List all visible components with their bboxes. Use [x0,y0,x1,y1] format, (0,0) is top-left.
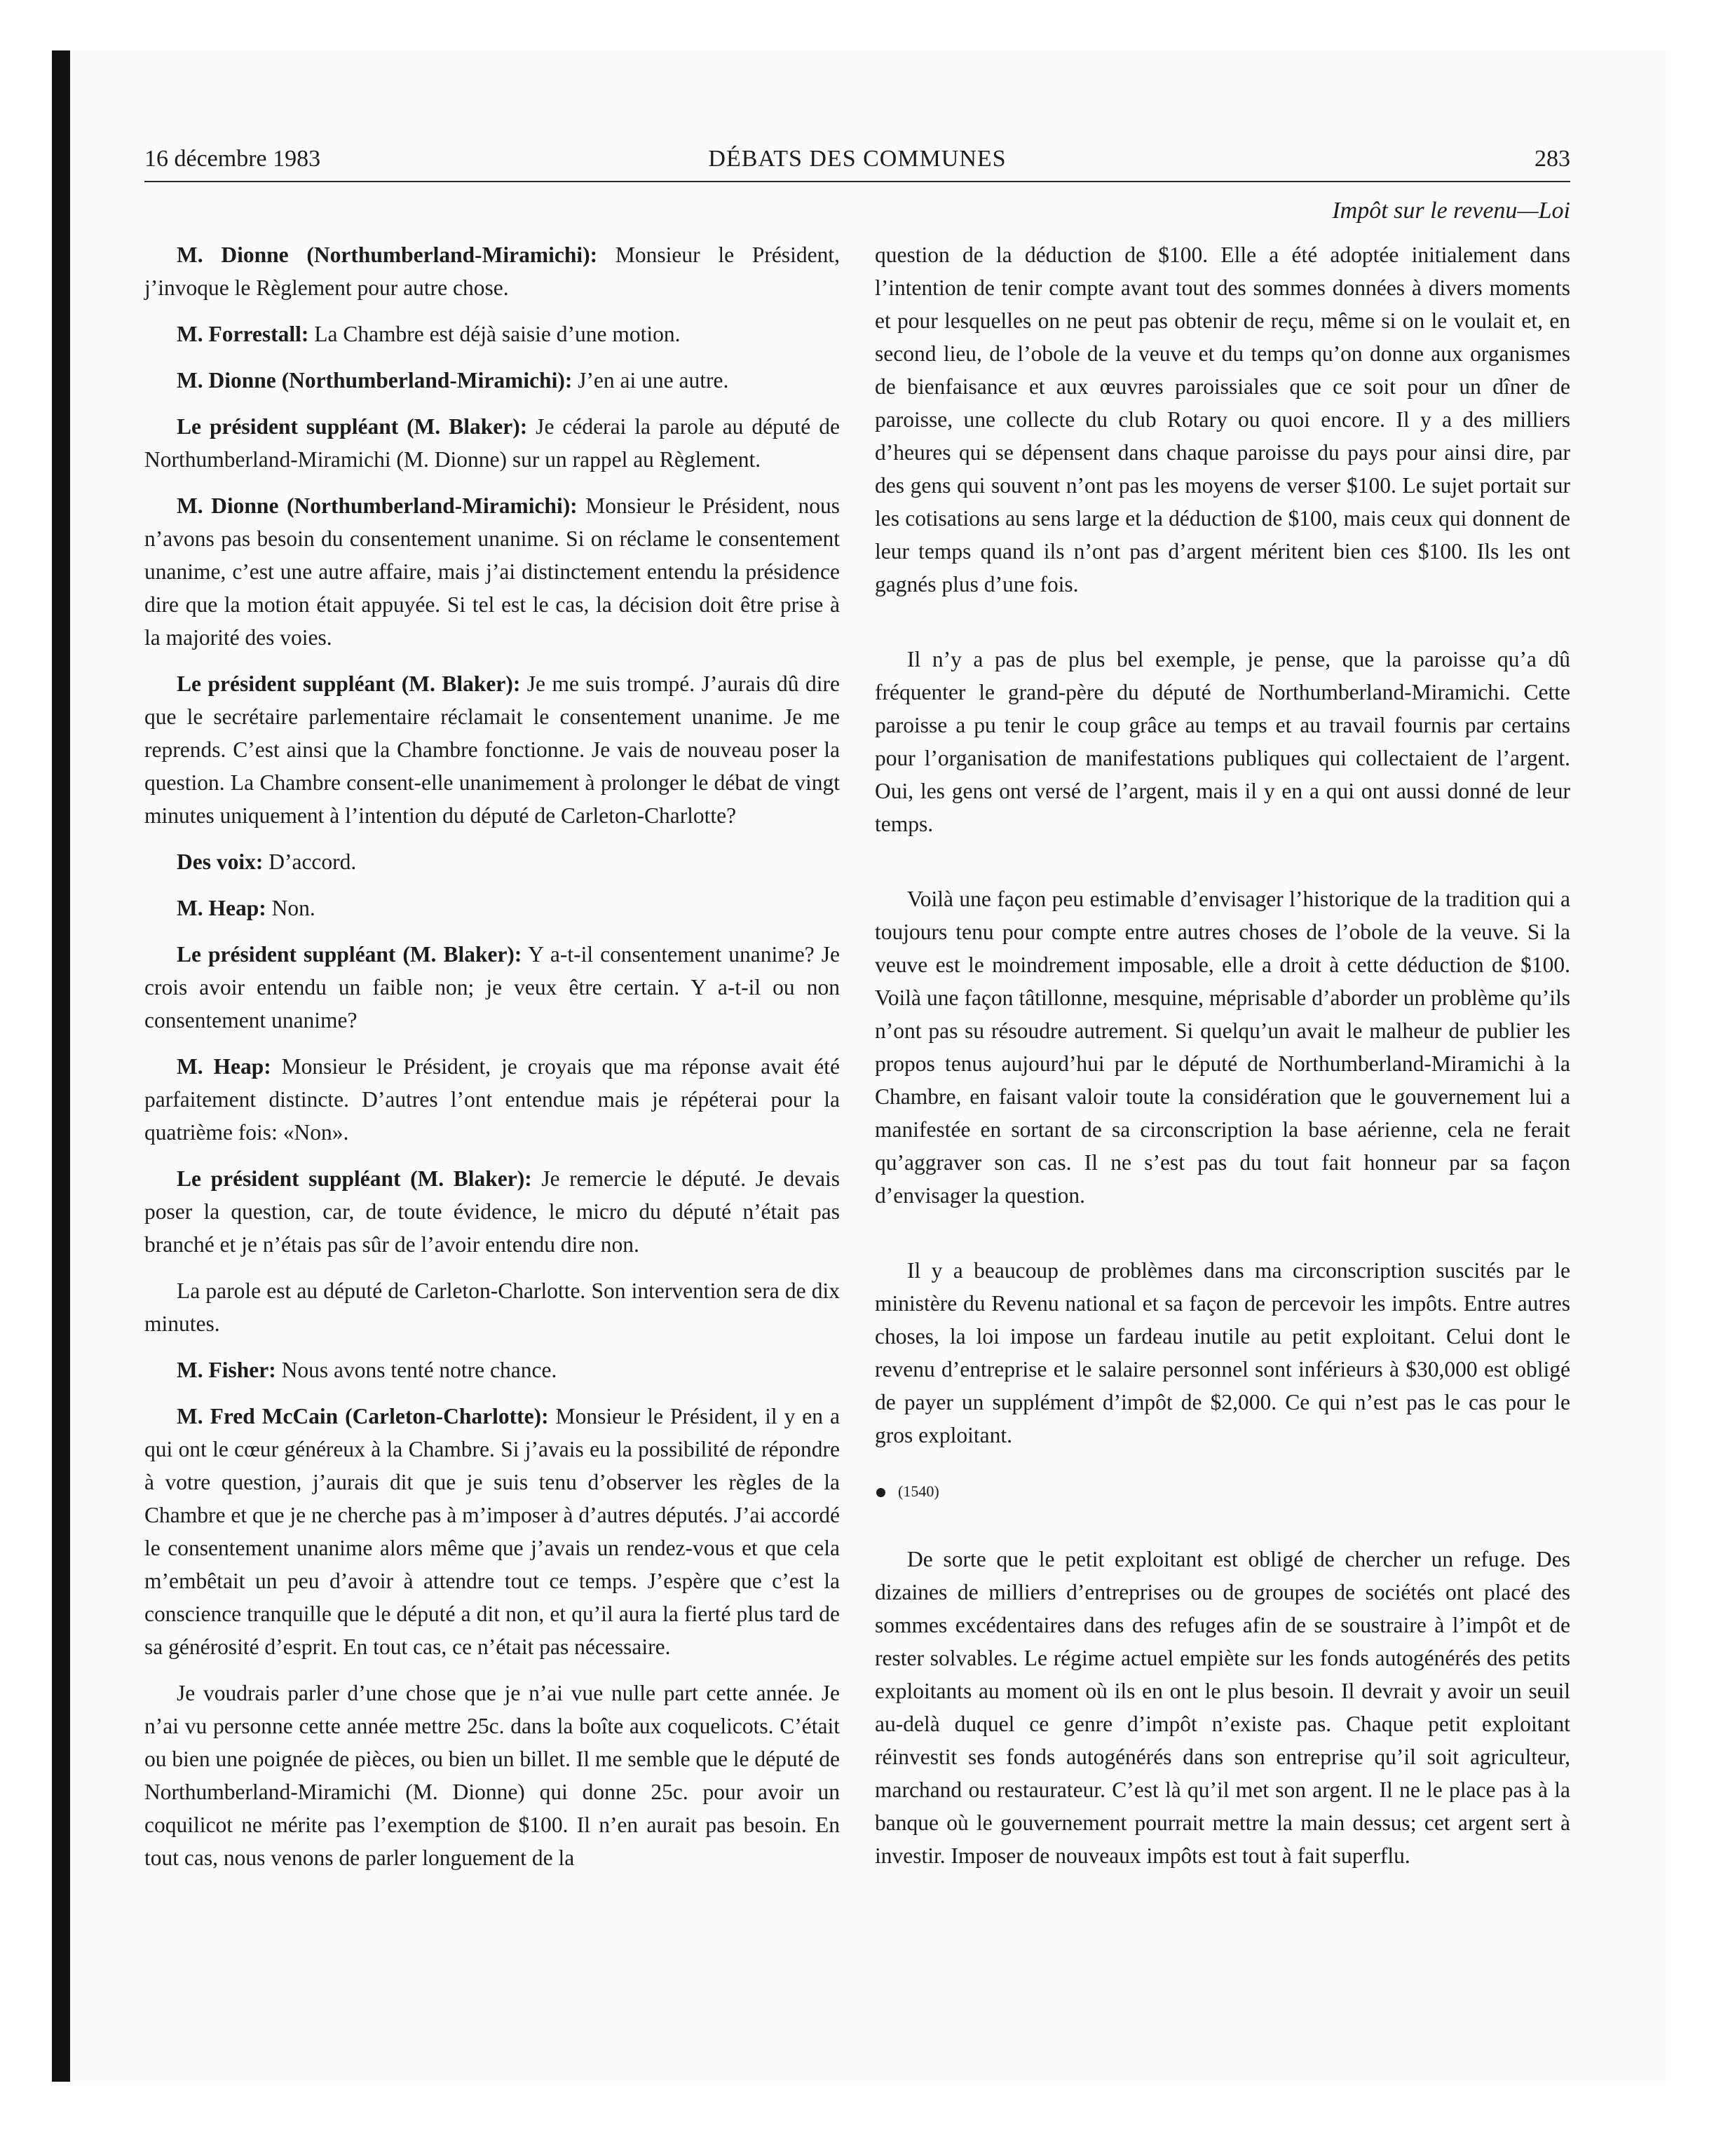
speaker-name: Le président suppléant (M. Blaker): [177,671,521,696]
timestamp-marker [875,1481,1570,1502]
speech-text: Y a-t-il consentement unanime? Je crois avoir entendu un faible non; je veux être certain. Y a-t-il ou non consentement unanime? [144,942,840,1032]
left-paragraph [144,238,840,304]
left-paragraph [144,1274,840,1340]
left-paragraph [144,892,840,925]
speech-text: La parole est au député de Carleton-Charlotte. Son intervention sera de dix minutes. [144,1278,840,1336]
header-title: DÉBATS DES COMMUNES [708,146,1007,172]
right-paragraph: question de la déduction de $100. Elle a été adoptée initialement dans l’intention de tenir compte avant tout des sommes données à divers moments et pour lesquelles on ne peut pas obtenir de reçu, même si on le voulait et, en second lieu, de l’obole de la veuve et du temps qu’on donne aux organismes de bienfaisance et aux œuvres paroissiales que ce soit pour un dîner de paroisse, une collecte du club Rotary ou quoi encore. Il y a des milliers d’heures qui se dépensent dans chaque paroisse du pays pour ainsi dire, par des gens qui souvent n’ont pas les moyens de verser $100. Le sujet portait sur les cotisations au sens large et la déduction de $100, mais ceux qui donnent de leur temps quand ils n’ont pas d’argent méritent bien ces $100. Ils les ont gagnés plus d’une fois. [875,243,1570,596]
right-column [875,238,1570,1885]
speech-text: Monsieur le Président, nous n’avons pas besoin du consentement unanime. Si on réclame le consentement unanime, c’est une autre affaire, mais j’ai distinctement entendu la présidence dire que la motion était appuyée. Si tel est le cas, la décision doit être prise à la majorité des voies. [144,493,841,650]
speaker-name: M. Fred McCain (Carleton-Charlotte): [177,1404,549,1428]
speech-text: Non. [266,896,315,920]
speech-text: Je me suis trompé. J’aurais dû dire que le secrétaire parlementaire réclamait le consentement unanime. Je me reprends. C’est ainsi que la Chambre fonctionne. Je vais de nouveau poser la question. La Chambre consent-elle unanimement à prolonger le débat de vingt minutes uniquement à l’intention du député de Carleton-Charlotte? [144,671,840,828]
header-date: 16 décembre 1983 [144,146,321,172]
speech-text: D’accord. [263,850,357,874]
scan-edge [52,50,70,2082]
left-paragraph [144,489,840,654]
speech-text: Je voudrais parler d’une chose que je n’ai vue nulle part cette année. Je n’ai vu personne cette année mettre 25c. dans la boîte aux coquelicots. C’était ou bien une poignée de pièces, ou bien un billet. Il me semble que le député de Northumberland-Miramichi (M. Dionne) qui donne 25c. pour avoir un coquilicot ne mérite pas l’exemption de $100. Il n’en aurait pas besoin. En tout cas, nous venons de parler longuement de la [144,1681,840,1870]
page-header [144,140,1570,182]
left-column [144,238,840,1888]
speaker-name: M. Dionne (Northumberland-Miramichi): [177,493,578,518]
speech-text: Nous avons tenté notre chance. [275,1358,557,1382]
header-page-number: 283 [1535,146,1570,172]
speech-text: J’en ai une autre. [572,368,729,393]
speaker-name: Le président suppléant (M. Blaker): [177,942,522,967]
speaker-name: M. Fisher: [177,1358,276,1382]
speaker-name: M. Forrestall: [177,322,309,346]
speech-text: Monsieur le Président, je croyais que ma réponse avait été parfaitement distincte. D’autres l’ont entendue mais je répéterai pour la quatrième fois: «Non». [144,1054,840,1145]
left-paragraph [144,318,840,350]
left-paragraph [144,1400,840,1663]
left-paragraph [144,1050,840,1149]
left-paragraph [144,364,840,397]
right-paragraph: Voilà une façon peu estimable d’envisager l’historique de la tradition qui a toujours tenu pour compte entre autres choses de l’obole de la veuve. Si la veuve est le moindrement imposable, elle a droit à cette déduction de $100. Voilà une façon tâtillonne, mesquine, méprisable d’aborder un problème qu’ils n’ont pas su résoudre autrement. Si quelqu’un avait le malheur de publier les propos tenus aujourd’hui par le député de Northumberland-Miramichi à la Chambre, en faisant valoir toute la considération que le gouvernement lui a manifestée en sortant de sa circonscription la base aérienne, cela ne ferait qu’aggraver son cas. Il ne s’est pas du tout fait honneur par sa façon d’envisager la question. [875,887,1570,1208]
left-paragraph [144,410,840,476]
speaker-name: M. Dionne (Northumberland-Miramichi): [177,368,573,393]
speaker-name: Le président suppléant (M. Blaker): [177,414,528,439]
speech-text: Je remercie le député. Je devais poser la question, car, de toute évidence, le micro du député n’était pas branché et je n’étais pas sûr de l’avoir entendu dire non. [144,1166,840,1257]
left-paragraph [144,938,840,1037]
speech-text: La Chambre est déjà saisie d’une motion. [308,322,681,346]
speaker-name: M. Dionne (Northumberland-Miramichi): [177,243,598,267]
bullet-icon [876,1488,885,1497]
speaker-name: Le président suppléant (M. Blaker): [177,1166,532,1191]
speech-text: Monsieur le Président, j’invoque le Règlement pour autre chose. [144,243,840,300]
right-paragraph: De sorte que le petit exploitant est obligé de chercher un refuge. Des dizaines de milliers d’entreprises ou de groupes de sociétés ont placé des sommes excédentaires dans des refuges afin de se soustraire à l’impôt et de rester solvables. Le régime actuel empiète sur les fonds autogénérés des petits exploitants au moment où ils en ont le plus besoin. Il devrait y avoir un seuil au-delà duquel ce genre d’impôt n’existe pas. Chaque petit exploitant réinvestit ses fonds autogénérés dans son entreprise qu’il soit agriculteur, marchand ou restaurateur. C’est là qu’il met son argent. Il ne le place pas à la banque où le gouvernement pourrait mettre la main dessus; cet argent sert à investir. Imposer de nouveaux impôts est tout à fait superflu. [875,1547,1570,1868]
left-paragraph [144,1162,840,1261]
speech-text: Je céderai la parole au député de Northumberland-Miramichi (M. Dionne) sur un rappel au Règlement. [144,414,840,472]
speech-text: Monsieur le Président, il y en a qui ont le cœur généreux à la Chambre. Si j’avais eu la possibilité de répondre à votre question, j’aurais dit que je suis tenu d’observer les règles de la Chambre et que je ne cherche pas à m’imposer à d’autres députés. J’ai accordé le consentement unanime alors même que j’avais un rendez-vous et que cela m’embêtait un peu d’avoir à attendre tout ce temps. J’espère que c’est la conscience tranquille que le député a dit non, et qu’il aura la fierté plus tard de sa générosité d’esprit. En tout cas, ce n’était pas nécessaire. [144,1404,840,1659]
left-paragraph [144,667,840,832]
speaker-name: Des voix: [177,850,264,874]
right-paragraph: Il y a beaucoup de problèmes dans ma circonscription suscités par le ministère du Revenu national et sa façon de percevoir les impôts. Entre autres choses, la loi impose un fardeau inutile au petit exploitant. Celui dont le revenu d’entreprise et le salaire personnel sont inférieurs à $30,000 est obligé de payer un supplément d’impôt de $2,000. Ce qui n’est pas le cas pour le gros exploitant. [875,1258,1570,1447]
left-paragraph [144,1353,840,1386]
timestamp-text: (1540) [898,1482,939,1500]
speaker-name: M. Heap: [177,1054,271,1079]
speaker-name: M. Heap: [177,896,266,920]
left-paragraph [144,1677,840,1874]
running-head: Impôt sur le revenu—Loi [1332,198,1570,224]
left-paragraph [144,845,840,878]
right-paragraph: Il n’y a pas de plus bel exemple, je pense, que la paroisse qu’a dû fréquenter le grand-père du député de Northumberland-Miramichi. Cette paroisse a pu tenir le coup grâce au temps et au travail fournis par certains pour l’organisation de manifestations publiques qui collectaient de l’argent. Oui, les gens ont versé de l’argent, mais il y en a qui ont aussi donné de leur temps. [875,647,1570,836]
